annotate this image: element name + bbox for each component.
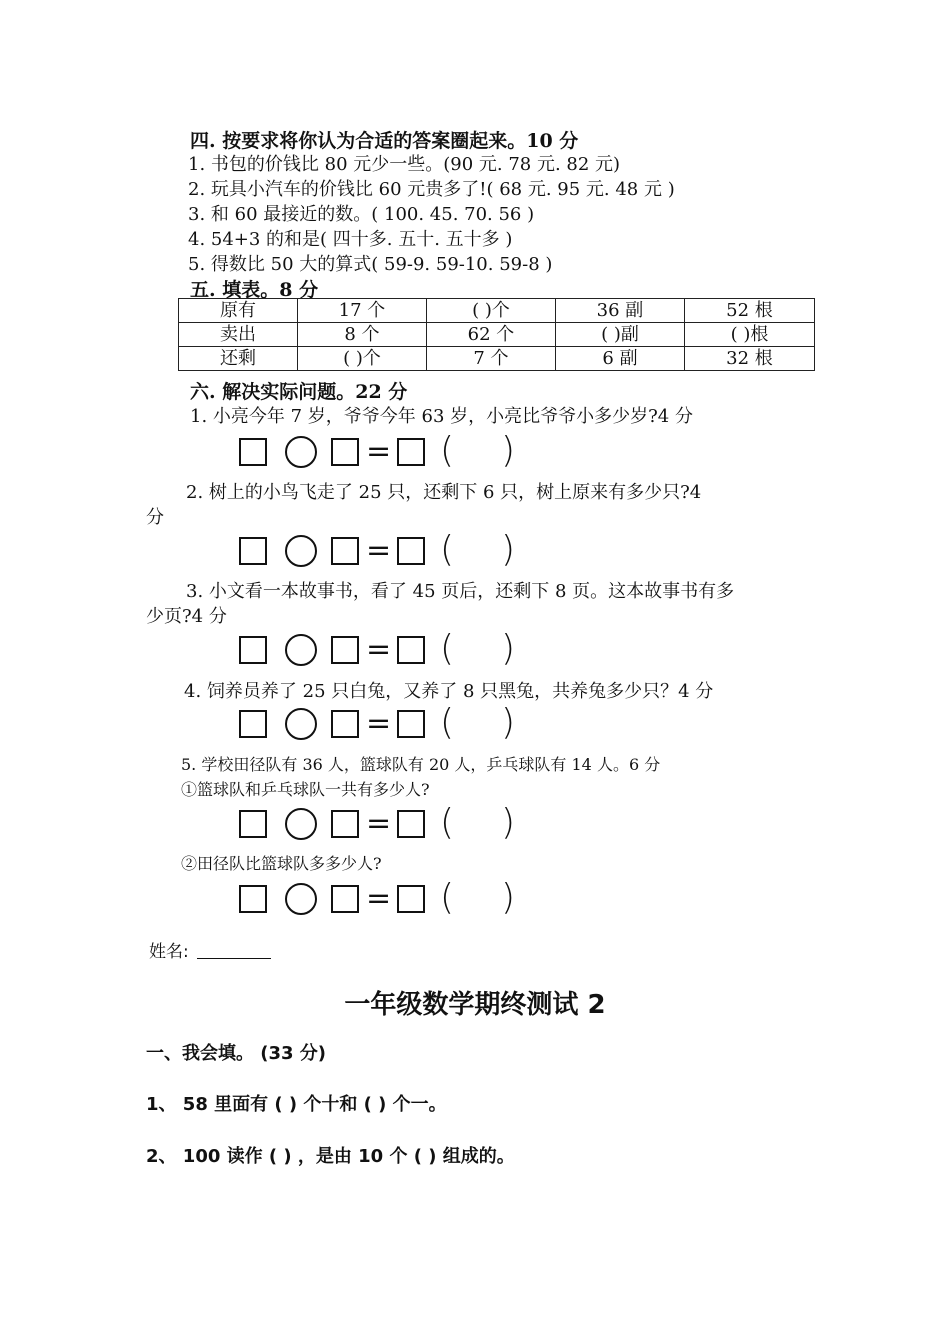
close-paren: ) — [501, 529, 516, 570]
equals-sign: = — [366, 806, 392, 841]
table-cell: 7 个 — [427, 347, 556, 371]
table-cell: ( )个 — [298, 347, 427, 371]
operator-circle[interactable] — [285, 883, 317, 915]
question-4: 4. 饲养员养了 25 只白兔，又养了 8 只黑兔，共养兔多少只？4 分 — [184, 681, 714, 702]
table-cell: ( )个 — [427, 299, 556, 323]
open-paren: ( — [440, 430, 455, 471]
name-blank[interactable] — [197, 942, 271, 959]
table-cell: 17 个 — [298, 299, 427, 323]
close-paren: ) — [501, 430, 516, 471]
table-row — [179, 299, 815, 323]
answer-box[interactable] — [331, 537, 359, 565]
answer-box[interactable] — [331, 810, 359, 838]
table-cell: 32 根 — [685, 347, 815, 371]
section5-heading: 五. 填表。8 分 — [190, 279, 319, 301]
test2-question-2: 2、 100 读作 ( ) ，是由 10 个 ( ) 组成的。 — [146, 1146, 515, 1167]
test2-section1-heading: 一、我会填。 (33 分) — [146, 1043, 327, 1064]
close-paren: ) — [501, 802, 516, 843]
question-2-line2: 分 — [146, 507, 164, 528]
operator-circle[interactable] — [285, 634, 317, 666]
name-label: 姓名: — [149, 942, 189, 962]
table-row — [179, 323, 815, 347]
test2-question-1: 1、 58 里面有 ( ) 个十和 ( ) 个一。 — [146, 1094, 447, 1115]
answer-box[interactable] — [397, 438, 425, 466]
operator-circle[interactable] — [285, 535, 317, 567]
open-paren: ( — [440, 529, 455, 570]
question-5: 5. 学校田径队有 36 人，篮球队有 20 人，乒乓球队有 14 人。6 分 — [181, 755, 661, 774]
name-field — [149, 937, 271, 962]
question-2-line1: 2. 树上的小鸟飞走了 25 只，还剩下 6 只，树上原来有多少只?4 — [186, 482, 702, 503]
answer-box[interactable] — [239, 710, 267, 738]
equals-sign: = — [366, 632, 392, 667]
table-cell: 8 个 — [298, 323, 427, 347]
test2-title: 一年级数学期终测试 2 — [344, 990, 606, 1020]
fill-table — [178, 298, 815, 371]
question-5a: ①篮球队和乒乓球队一共有多少人? — [181, 780, 430, 799]
question-3-line2: 少页?4 分 — [146, 606, 227, 627]
equation-template-5a — [239, 802, 529, 845]
operator-circle[interactable] — [285, 808, 317, 840]
answer-box[interactable] — [331, 710, 359, 738]
section6-heading: 六. 解决实际问题。22 分 — [190, 381, 408, 403]
equals-sign: = — [366, 706, 392, 741]
equation-template-5b — [239, 877, 529, 920]
answer-box[interactable] — [397, 537, 425, 565]
table-row — [179, 347, 815, 371]
question-1: 1. 小亮今年 7 岁，爷爷今年 63 岁，小亮比爷爷小多少岁?4 分 — [190, 406, 693, 427]
answer-box[interactable] — [397, 636, 425, 664]
open-paren: ( — [440, 628, 455, 669]
answer-box[interactable] — [239, 438, 267, 466]
table-cell: 原有 — [179, 299, 298, 323]
table-cell: 62 个 — [427, 323, 556, 347]
equals-sign: = — [366, 434, 392, 469]
open-paren: ( — [440, 877, 455, 918]
answer-box[interactable] — [239, 810, 267, 838]
answer-box[interactable] — [239, 636, 267, 664]
equation-template-4 — [239, 702, 529, 745]
section4-item-1: 1. 书包的价钱比 80 元少一些。(90 元. 78 元. 82 元) — [188, 154, 621, 175]
table-cell: 36 副 — [556, 299, 685, 323]
answer-box[interactable] — [397, 885, 425, 913]
answer-box[interactable] — [331, 885, 359, 913]
equation-template-2 — [239, 529, 529, 572]
section4-item-4: 4. 54+3 的和是( 四十多. 五十. 五十多 ) — [188, 229, 513, 250]
table-cell: 还剩 — [179, 347, 298, 371]
equals-sign: = — [366, 881, 392, 916]
table-cell: ( )根 — [685, 323, 815, 347]
close-paren: ) — [501, 702, 516, 743]
close-paren: ) — [501, 877, 516, 918]
equation-template-3 — [239, 628, 529, 671]
open-paren: ( — [440, 702, 455, 743]
table-cell: 6 副 — [556, 347, 685, 371]
equals-sign: = — [366, 533, 392, 568]
table-cell: 52 根 — [685, 299, 815, 323]
answer-box[interactable] — [331, 636, 359, 664]
answer-box[interactable] — [239, 885, 267, 913]
question-5b: ②田径队比篮球队多多少人? — [181, 854, 382, 873]
answer-box[interactable] — [397, 810, 425, 838]
table-cell: 卖出 — [179, 323, 298, 347]
table-cell: ( )副 — [556, 323, 685, 347]
operator-circle[interactable] — [285, 708, 317, 740]
answer-box[interactable] — [239, 537, 267, 565]
section4-heading: 四. 按要求将你认为合适的答案圈起来。10 分 — [190, 130, 579, 152]
operator-circle[interactable] — [285, 436, 317, 468]
answer-box[interactable] — [331, 438, 359, 466]
question-3-line1: 3. 小文看一本故事书，看了 45 页后，还剩下 8 页。这本故事书有多 — [186, 581, 735, 602]
open-paren: ( — [440, 802, 455, 843]
section4-item-2: 2. 玩具小汽车的价钱比 60 元贵多了!( 68 元. 95 元. 48 元 ) — [188, 179, 675, 200]
equation-template-1 — [239, 430, 529, 473]
section4-item-3: 3. 和 60 最接近的数。( 100. 45. 70. 56 ) — [188, 204, 535, 225]
close-paren: ) — [501, 628, 516, 669]
section4-item-5: 5. 得数比 50 大的算式( 59-9. 59-10. 59-8 ) — [188, 254, 553, 275]
answer-box[interactable] — [397, 710, 425, 738]
